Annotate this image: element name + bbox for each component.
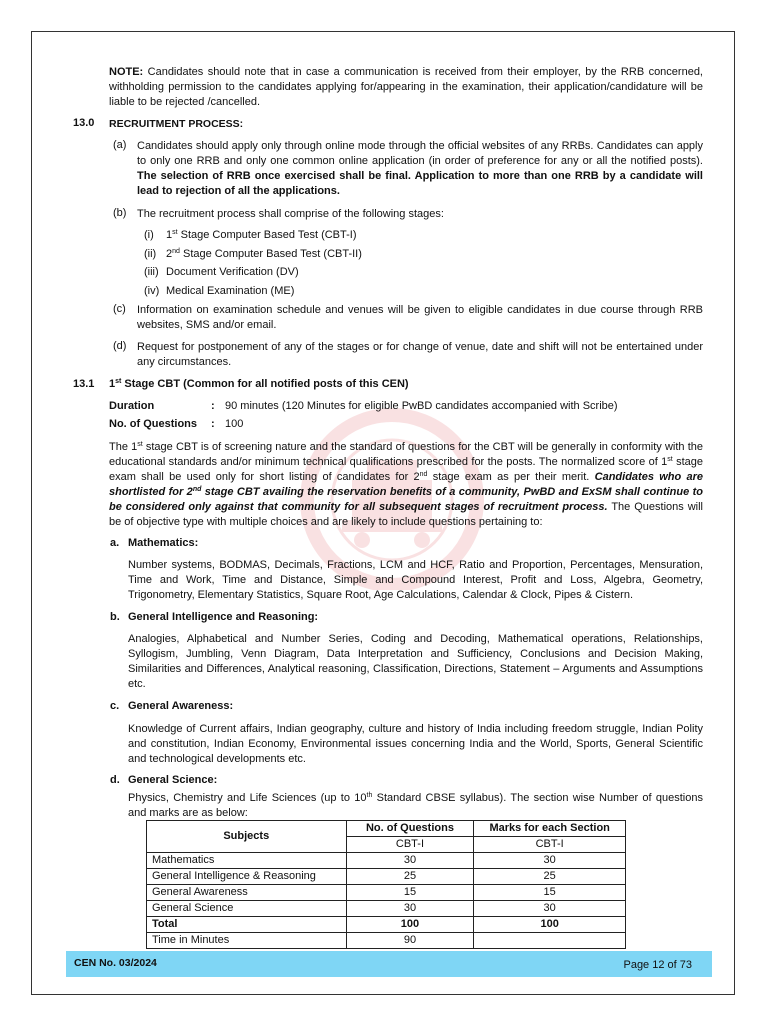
section-13-number: 13.0 [73,117,95,129]
cell-questions: 30 [346,853,474,869]
section-131-number: 13.1 [73,378,95,390]
footer-cen: CEN No. 03/2024 [74,957,157,969]
item-a-plain: Candidates should apply only through online mode through the official websites of any RRBs. Candidates can apply to only one RRB and only one common online application (in order of preference for any or all the notified posts). [137,140,703,167]
para-1-sup: st [137,441,143,448]
cell-marks: 25 [474,869,626,885]
item-c-text: Information on examination schedule and venues will be given to eligible candidates in due course through RRB websites, SMS and/or email. [137,304,703,331]
duration-value: 90 minutes (120 Minutes for eligible PwBD candidates accompanied with Scribe) [225,400,618,412]
subject-c-label: c. [110,700,120,712]
time-questions: 90 [346,933,474,949]
cell-subject: Mathematics [147,853,347,869]
questions-colon: : [211,418,215,430]
stage-number: (iii) [144,266,159,278]
stage-text [166,228,357,243]
table-row [147,901,626,917]
para-2: stage CBT is of screening nature and the standard of questions for the CBT will be generally in conformity with the educational standards and/or minimum technical qualifications prescribed for the posts. The normalized score of 1 [109,441,703,468]
time-label: Time in Minutes [147,933,347,949]
cell-marks: 30 [474,853,626,869]
cbt-description [109,440,703,530]
cell-subject: General Awareness [147,885,347,901]
item-b-text: The recruitment process shall comprise of the following stages: [137,208,444,220]
footer-bar [66,951,712,977]
table-body [147,853,626,917]
d-text-2: Standard CBSE syllabus). The section wise Number of questions and marks are as below: [128,792,703,819]
subject-b-label: b. [110,611,120,623]
para-2-sup: st [667,456,673,463]
table-row [147,853,626,869]
para-bi-2: stage CBT availing the reservation benefits of a community, PwBD and ExSM shall continue to be considered only against that community for all subsequent stages of recruitment process. [109,486,703,513]
note-paragraph [109,65,703,110]
stage-text [166,265,299,280]
duration-label: Duration [109,400,155,412]
stage-text [166,247,362,262]
stage-post: Stage Computer Based Test (CBT-II) [179,248,362,260]
para-3: stage exam shall be used only for short listing of candidates for 2 [109,456,703,483]
item-a-text [137,139,703,199]
para-bi-1: Candidates who are shortlisted for 2 [109,471,704,498]
table-row-total [147,917,626,933]
item-a-label: (a) [113,139,127,151]
table-row-time [147,933,626,949]
header-sub-marks: CBT-I [474,837,626,853]
time-marks [474,933,626,949]
cell-marks: 30 [474,901,626,917]
note-text: Candidates should note that in case a communication is received from their employer, by the RRB concerned, withholding permission to the candidates applying for/appearing in the examination, their application/candidature will be liable to be rejected /cancelled. [109,66,703,108]
section-131-title [109,378,409,390]
stage-text [166,284,294,299]
item-b-label: (b) [113,207,127,219]
total-marks: 100 [474,917,626,933]
duration-colon: : [211,400,215,412]
subject-d-label: d. [110,774,120,786]
d-text-1: Physics, Chemistry and Life Sciences (up to 10 [128,792,367,804]
para-5: The Questions will be of objective type with multiple choices and are likely to include questions pertaining to: [109,501,704,528]
title-pre: 1 [109,378,116,390]
subject-c-title: General Awareness: [128,700,234,712]
stage-sup: nd [172,248,180,255]
item-d-label: (d) [113,340,127,352]
para-3-sup: nd [419,471,428,478]
subject-a-text: Number systems, BODMAS, Decimals, Fractions, LCM and HCF, Ratio and Proportion, Percentages, Mensuration, Time and Work, Time and Distance, Simple and Compound Interest, Profit and Loss, Algebra, Geometry, Trigonometry, Elementary Statistics, Square Root, Age Calculations, Calendar & Clock, Pipes & Cistern. [128,559,703,601]
subject-c-text: Knowledge of Current affairs, Indian geography, culture and history of India including freedom struggle, Indian Polity and constitution, Indian Economy, Environmental issues concerning India and the World, Sports, General Scientific and technological developments etc. [128,723,703,765]
title-post: Stage CBT (Common for all notified posts of this CEN) [121,378,409,390]
note-label: NOTE: [109,66,144,78]
stage-post: Document Verification (DV) [166,266,299,278]
title-sup: st [115,378,122,385]
item-a-bold: The selection of RRB once exercised shall be final. Application to more than one RRB by a candidate will lead to rejection of all the applications. [137,170,703,197]
stage-post: Medical Examination (ME) [166,285,295,297]
stage-number: (ii) [144,248,157,260]
questions-label: No. of Questions [109,418,197,430]
para-1: The 1 [109,441,138,453]
stage-number: (i) [144,229,154,241]
header-questions: No. of Questions [346,821,474,837]
header-marks: Marks for each Section [474,821,626,837]
footer-page: Page 12 of 73 [623,959,692,971]
section-13-title: RECRUITMENT PROCESS: [109,118,244,130]
header-subjects: Subjects [147,821,347,853]
cell-questions: 25 [346,869,474,885]
subject-a-title: Mathematics: [128,537,199,549]
stage-number: (iv) [144,285,160,297]
total-label: Total [147,917,347,933]
cell-marks: 15 [474,885,626,901]
cell-subject: General Intelligence & Reasoning [147,869,347,885]
cell-subject: General Science [147,901,347,917]
subject-d-title: General Science: [128,774,218,786]
d-text-sup: th [366,792,373,799]
item-c-label: (c) [113,303,126,315]
subject-a-label: a. [110,537,120,549]
total-questions: 100 [346,917,474,933]
cell-questions: 15 [346,885,474,901]
marks-table [146,820,626,949]
para-bi-sup: nd [192,486,202,493]
subject-b-title: General Intelligence and Reasoning: [128,611,319,623]
header-sub-questions: CBT-I [346,837,474,853]
stage-pre: 2 [166,248,173,260]
para-4: stage exam as per their merit. [427,471,595,483]
stage-sup: st [172,229,178,236]
subject-b-text: Analogies, Alphabetical and Number Series, Coding and Decoding, Mathematical operations, Relationships, Syllogism, Jumbling, Venn Diagram, Data Interpretation and Sufficiency, Conclusions and Decision Making, Similarities and Differences, Analytical reasoning, Classification, Directions, Statement – Arguments and Assumptions etc. [128,633,703,690]
cell-questions: 30 [346,901,474,917]
subject-d-text [128,791,703,821]
questions-value: 100 [225,418,244,430]
item-d-text: Request for postponement of any of the stages or for change of venue, date and shift will not be entertained under any circumstances. [137,341,703,368]
table-row [147,869,626,885]
table-row [147,885,626,901]
stage-post: Stage Computer Based Test (CBT-I) [177,229,357,241]
stage-pre: 1 [166,229,173,241]
